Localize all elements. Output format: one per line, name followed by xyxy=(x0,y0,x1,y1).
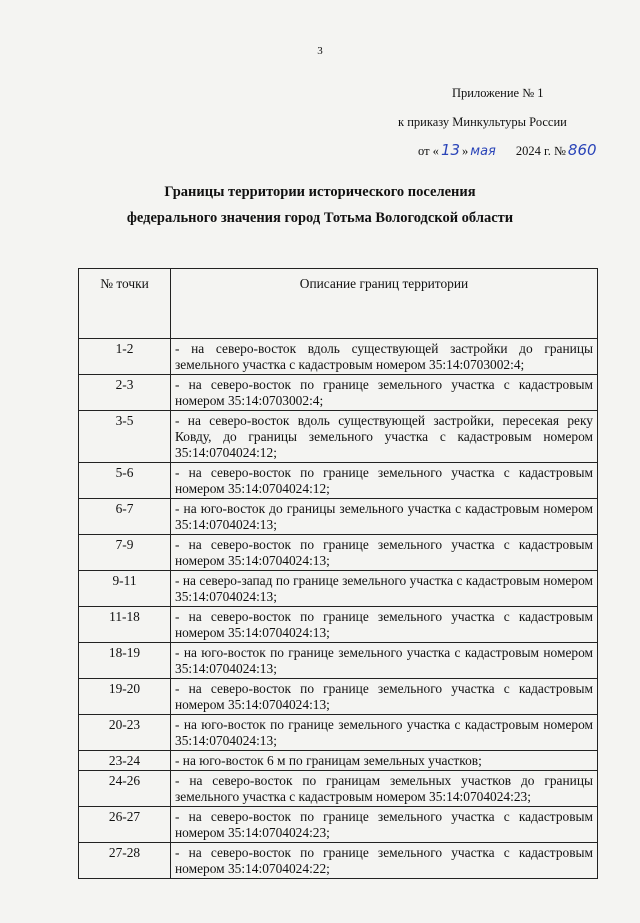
table-row xyxy=(79,607,598,643)
boundary-description-cell: - на северо-восток по границе земельного участка с кадастровым номером 35:14:0704024:13; xyxy=(171,535,598,571)
table-row xyxy=(79,463,598,499)
table-header-row xyxy=(79,269,598,339)
table-row xyxy=(79,751,598,771)
table-row xyxy=(79,771,598,807)
point-range-cell: 6-7 xyxy=(79,499,171,535)
boundary-description-cell: - на северо-восток по границе земельного участка с кадастровым номером 35:14:0704024:13; xyxy=(171,607,598,643)
boundary-description-cell: - на юго-восток по границе земельного участка с кадастровым номером 35:14:0704024:13; xyxy=(171,643,598,679)
handwritten-order-number: 860 xyxy=(567,141,597,159)
point-range-cell: 26-27 xyxy=(79,807,171,843)
point-range-cell: 11-18 xyxy=(79,607,171,643)
table-row xyxy=(79,571,598,607)
order-date-line xyxy=(418,141,599,159)
table-row xyxy=(79,679,598,715)
table-row xyxy=(79,715,598,751)
document-title-line1: Границы территории исторического поселения xyxy=(164,184,476,200)
table-row xyxy=(79,411,598,463)
boundary-description-cell: - на северо-восток по границе земельного участка с кадастровым номером 35:14:0704024:22; xyxy=(171,843,598,879)
boundary-description-cell: - на северо-восток вдоль существующей застройки, пересекая реку Ковду, до границы земельного участка с кадастровым номером 35:14:0704024:12; xyxy=(171,411,598,463)
point-range-cell: 27-28 xyxy=(79,843,171,879)
table-row xyxy=(79,843,598,879)
boundary-description-cell: - на северо-восток по границе земельного участка с кадастровым номером 35:14:0704024:12; xyxy=(171,463,598,499)
table-row xyxy=(79,499,598,535)
boundary-description-cell: - на юго-восток 6 м по границам земельных участков; xyxy=(171,751,598,771)
point-range-cell: 2-3 xyxy=(79,375,171,411)
header-point-number: № точки xyxy=(79,269,171,339)
point-range-cell: 20-23 xyxy=(79,715,171,751)
boundary-table xyxy=(78,268,598,879)
boundary-description-cell: - на северо-восток вдоль существующей застройки до границы земельного участка с кадастровым номером 35:14:0703002:4; xyxy=(171,339,598,375)
order-reference: к приказу Минкультуры России xyxy=(398,115,567,129)
table-row xyxy=(79,535,598,571)
boundary-description-cell: - на северо-восток по границам земельных участков до границы земельного участка с кадастровым номером 35:14:0704024:23; xyxy=(171,771,598,807)
table-row xyxy=(79,339,598,375)
boundary-description-cell: - на северо-запад по границе земельного участка с кадастровым номером 35:14:0704024:13; xyxy=(171,571,598,607)
date-prefix: от « xyxy=(418,144,439,158)
point-range-cell: 18-19 xyxy=(79,643,171,679)
boundary-description-cell: - на северо-восток по границе земельного участка с кадастровым номером 35:14:0703002:4; xyxy=(171,375,598,411)
year-and-number-label: 2024 г. № xyxy=(515,144,566,158)
table-row xyxy=(79,643,598,679)
table-row xyxy=(79,807,598,843)
point-range-cell: 1-2 xyxy=(79,339,171,375)
point-range-cell: 9-11 xyxy=(79,571,171,607)
point-range-cell: 7-9 xyxy=(79,535,171,571)
table-row xyxy=(79,375,598,411)
handwritten-month: мая xyxy=(470,144,496,159)
appendix-label: Приложение № 1 xyxy=(452,86,544,100)
boundary-description-cell: - на северо-восток по границе земельного участка с кадастровым номером 35:14:0704024:23; xyxy=(171,807,598,843)
page-number: 3 xyxy=(317,45,323,57)
boundary-description-cell: - на северо-восток по границе земельного участка с кадастровым номером 35:14:0704024:13; xyxy=(171,679,598,715)
point-range-cell: 23-24 xyxy=(79,751,171,771)
header-boundary-description: Описание границ территории xyxy=(171,269,598,339)
date-quote-close: » xyxy=(462,144,469,158)
boundary-description-cell: - на юго-восток по границе земельного участка с кадастровым номером 35:14:0704024:13; xyxy=(171,715,598,751)
point-range-cell: 24-26 xyxy=(79,771,171,807)
point-range-cell: 3-5 xyxy=(79,411,171,463)
point-range-cell: 19-20 xyxy=(79,679,171,715)
point-range-cell: 5-6 xyxy=(79,463,171,499)
document-title-line2: федерального значения город Тотьма Вологодской области xyxy=(126,210,514,226)
handwritten-day: 13 xyxy=(440,141,461,159)
boundary-description-cell: - на юго-восток до границы земельного участка с кадастровым номером 35:14:0704024:13; xyxy=(171,499,598,535)
